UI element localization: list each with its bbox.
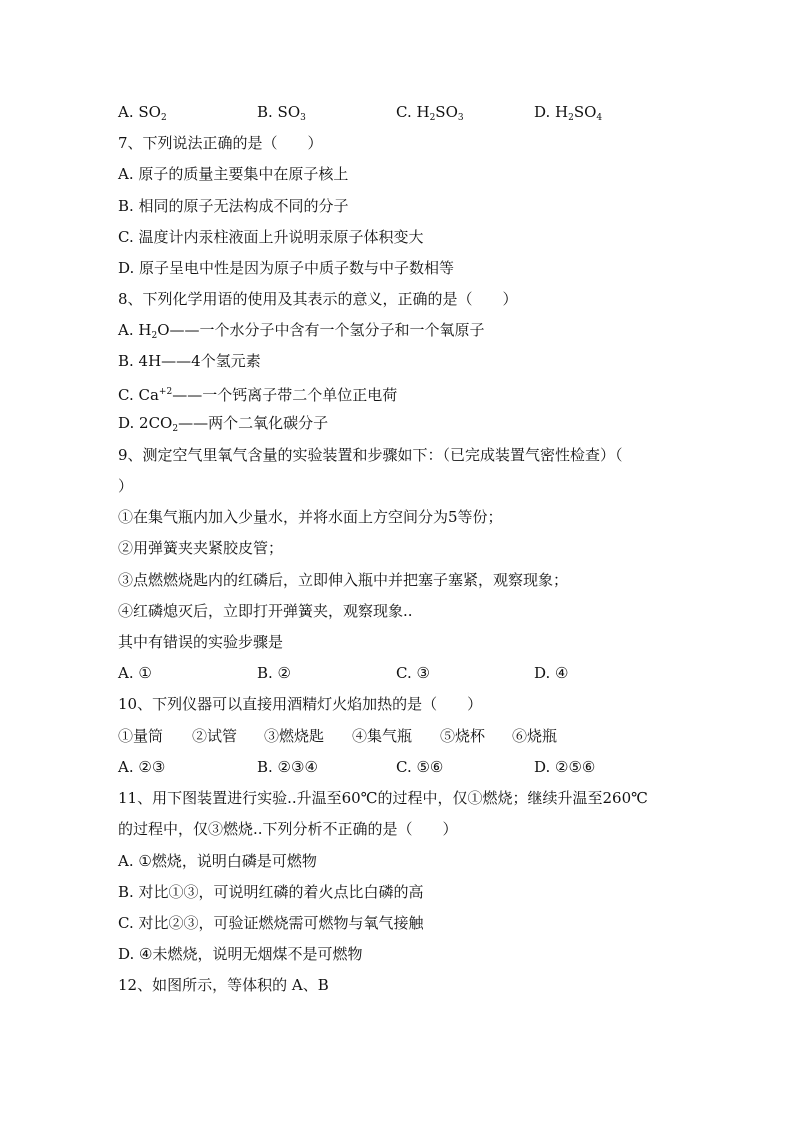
q10-option-b: B. ②③④ bbox=[257, 758, 318, 776]
q6-option-b-text: B. SO bbox=[257, 103, 301, 121]
q9-question: 其中有错误的实验步骤是 bbox=[118, 633, 284, 651]
q6-option-a-sub: 2 bbox=[160, 113, 167, 123]
q8-option-c-sup: +2 bbox=[158, 387, 173, 397]
q8-stem: 8、下列化学用语的使用及其表示的意义，正确的是（ ） bbox=[118, 290, 518, 308]
q10-option-c: C. ⑤⑥ bbox=[396, 758, 444, 776]
q9-step-3: ③点燃燃烧匙内的红磷后，立即伸入瓶中并把塞子塞紧，观察现象； bbox=[118, 571, 569, 589]
q6-option-c bbox=[396, 102, 464, 128]
q9-option-c: C. ③ bbox=[396, 664, 430, 682]
q8-option-a bbox=[118, 320, 485, 346]
q11-option-c: C. 对比②③，可验证燃烧需可燃物与氧气接触 bbox=[118, 914, 424, 932]
q7-option-b: B. 相同的原子无法构成不同的分子 bbox=[118, 197, 349, 215]
q10-item-5: ⑤烧杯 bbox=[440, 727, 486, 745]
q8-option-d bbox=[118, 413, 328, 439]
q9-option-d: D. ④ bbox=[534, 664, 569, 682]
q6-option-c-sub1: 2 bbox=[429, 113, 436, 123]
q9-stem-line1: 9、测定空气里氧气含量的实验装置和步骤如下：（已完成装置气密性检查）（ bbox=[118, 446, 623, 464]
q9-option-a: A. ① bbox=[118, 664, 152, 682]
q10-option-d: D. ②⑤⑥ bbox=[534, 758, 596, 776]
q6-option-d-mid: SO bbox=[573, 103, 597, 121]
q8-option-d-pre: D. 2CO bbox=[118, 414, 173, 432]
q10-item-6: ⑥烧瓶 bbox=[512, 727, 558, 745]
q8-option-a-sub: 2 bbox=[151, 331, 158, 341]
q12-stem: 12、如图所示，等体积的 A、B bbox=[118, 976, 329, 994]
q10-stem: 10、下列仪器可以直接用酒精灯火焰加热的是（ ） bbox=[118, 695, 483, 713]
q8-option-a-post: O——一个水分子中含有一个氢分子和一个氧原子 bbox=[157, 321, 485, 339]
q8-option-a-pre: A. H bbox=[118, 321, 152, 339]
q9-stem-line2: ） bbox=[118, 477, 134, 495]
q11-option-d: D. ④未燃烧，说明无烟煤不是可燃物 bbox=[118, 945, 363, 963]
q11-option-a: A. ①燃烧，说明白磷是可燃物 bbox=[118, 852, 317, 870]
q8-option-b: B. 4H——4个氢元素 bbox=[118, 352, 261, 370]
q11-stem-line1: 11、用下图装置进行实验..升温至60℃的过程中，仅①燃烧；继续升温至260℃ bbox=[118, 789, 648, 807]
q6-option-c-sub2: 3 bbox=[457, 113, 464, 123]
q10-item-4: ④集气瓶 bbox=[352, 727, 413, 745]
q6-option-d bbox=[534, 102, 602, 128]
q11-option-b: B. 对比①③，可说明红磷的着火点比白磷的高 bbox=[118, 883, 424, 901]
q8-option-d-post: ——两个二氧化碳分子 bbox=[178, 414, 329, 432]
q9-step-2: ②用弹簧夹夹紧胶皮管； bbox=[118, 539, 284, 557]
q7-option-c: C. 温度计内汞柱液面上升说明汞原子体积变大 bbox=[118, 228, 424, 246]
q10-item-3: ③燃烧匙 bbox=[264, 727, 325, 745]
q6-option-b bbox=[257, 102, 306, 128]
q8-option-c-pre: C. Ca bbox=[118, 386, 159, 404]
q10-item-1: ①量筒 bbox=[118, 727, 164, 745]
q6-option-d-sub2: 4 bbox=[596, 113, 603, 123]
q6-option-a bbox=[118, 102, 167, 128]
q8-option-c bbox=[118, 382, 397, 405]
q8-option-d-sub: 2 bbox=[172, 424, 179, 434]
q9-step-4: ④红磷熄灭后，立即打开弹簧夹，观察现象.. bbox=[118, 602, 413, 620]
q6-option-d-text: D. H bbox=[534, 103, 569, 121]
q6-option-c-text: C. H bbox=[396, 103, 430, 121]
q6-option-a-text: A. SO bbox=[118, 103, 161, 121]
q6-option-b-sub: 3 bbox=[300, 113, 306, 123]
q10-option-a: A. ②③ bbox=[118, 758, 166, 776]
q8-option-c-post: ——一个钙离子带二个单位正电荷 bbox=[172, 386, 398, 404]
q9-option-b: B. ② bbox=[257, 664, 292, 682]
q7-option-d: D. 原子呈电中性是因为原子中质子数与中子数相等 bbox=[118, 259, 455, 277]
q11-stem-line2: 的过程中，仅③燃烧..下列分析不正确的是（ ） bbox=[118, 820, 458, 838]
q9-step-1: ①在集气瓶内加入少量水，并将水面上方空间分为5等份； bbox=[118, 508, 503, 526]
q7-stem: 7、下列说法正确的是（ ） bbox=[118, 134, 323, 152]
q10-item-2: ②试管 bbox=[192, 727, 238, 745]
q7-option-a: A. 原子的质量主要集中在原子核上 bbox=[118, 165, 349, 183]
q6-option-d-sub1: 2 bbox=[568, 113, 574, 123]
q6-option-c-mid: SO bbox=[435, 103, 458, 121]
